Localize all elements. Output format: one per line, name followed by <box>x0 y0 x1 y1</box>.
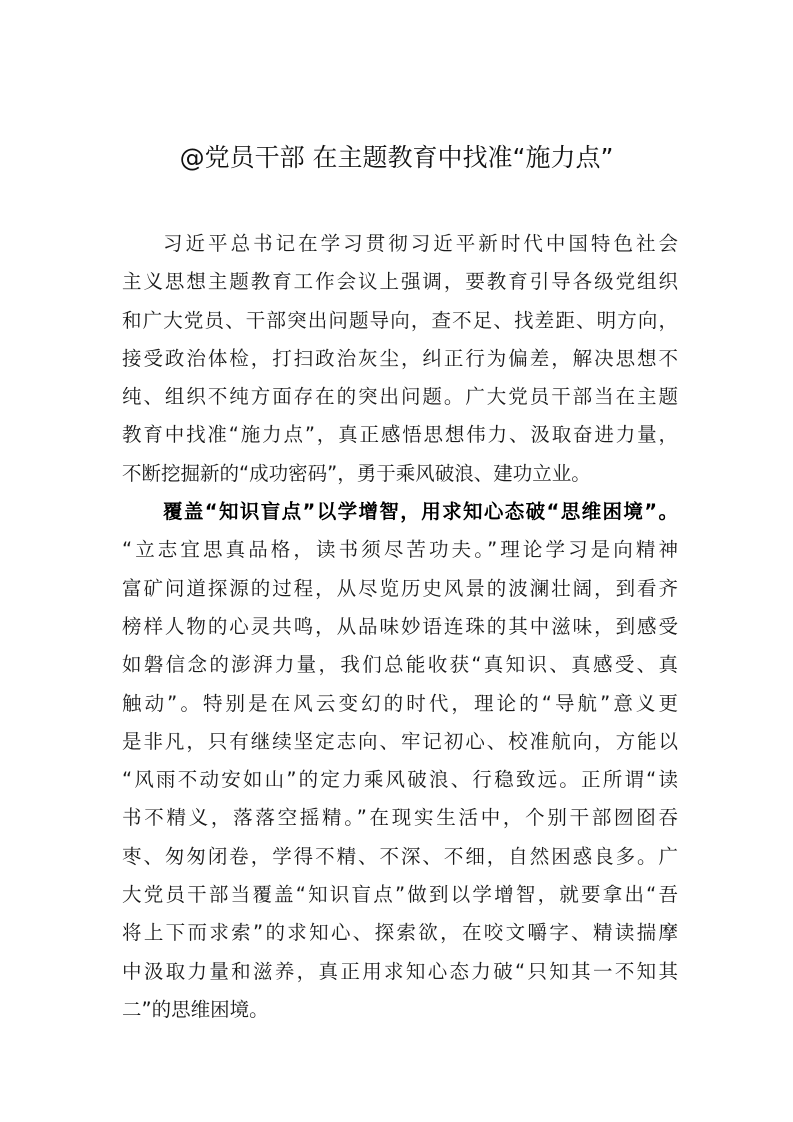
paragraph-line: 将上下而求索”的求知心、探索欲，在咬文嚼字、精读揣摩 <box>122 921 678 945</box>
paragraph-line: 如磐信念的澎湃力量，我们总能收获“真知识、真感受、真 <box>122 653 678 677</box>
paragraph-line: 枣、匆匆闭卷，学得不精、不深、不细，自然困惑良多。广 <box>122 844 678 868</box>
paragraph-line: 主义思想主题教育工作会议上强调，要教育引导各级党组织 <box>122 270 678 294</box>
paragraph-line: 富矿问道探源的过程，从尽览历史风景的波澜壮阔，到看齐 <box>122 576 678 600</box>
intro-paragraph <box>122 225 678 493</box>
section-paragraph <box>122 493 678 1029</box>
paragraph-line: 中汲取力量和滋养，真正用求知心态力破“只知其一不知其 <box>122 959 678 983</box>
paragraph-line: 习近平总书记在学习贯彻习近平新时代中国特色社会 <box>163 232 678 255</box>
paragraph-line: 榜样人物的心灵共鸣，从品味妙语连珠的其中滋味，到感受 <box>122 614 678 638</box>
paragraph-line: “风雨不动安如山”的定力乘风破浪、行稳致远。正所谓“读 <box>122 768 678 792</box>
paragraph-line: 二”的思维困境。 <box>122 997 269 1021</box>
paragraph-line: “立志宜思真品格，读书须尽苦功夫。”理论学习是向精神 <box>122 538 678 562</box>
paragraph-line: 和广大党员、干部突出问题导向，查不足、找差距、明方向， <box>122 308 678 332</box>
paragraph-line: 不断挖掘新的“成功密码”，勇于乘风破浪、建功立业。 <box>122 461 591 485</box>
paragraph-line: 教育中找准“施力点”，真正感悟思想伟力、汲取奋进力量， <box>122 423 678 447</box>
document-title: @党员干部 在主题教育中找准“施力点” <box>179 143 614 172</box>
paragraph-line: 是非凡，只有继续坚定志向、牢记初心、校准航向，方能以 <box>122 729 678 753</box>
paragraph-line: 纯、组织不纯方面存在的突出问题。广大党员干部当在主题 <box>122 385 678 409</box>
document-body <box>122 225 678 1029</box>
paragraph-line: 大党员干部当覆盖“知识盲点”做到以学增智，就要拿出“吾 <box>122 883 678 907</box>
paragraph-line: 触动”。特别是在风云变幻的时代，理论的“导航”意义更 <box>122 691 678 715</box>
paragraph-line: 书不精义，落落空摇精。”在现实生活中，个别干部囫囵吞 <box>122 806 678 830</box>
paragraph-line: 接受政治体检，打扫政治灰尘，纠正行为偏差，解决思想不 <box>122 346 678 370</box>
section-heading: 覆盖“知识盲点”以学增智，用求知心态破“思维困境”。 <box>163 500 678 524</box>
